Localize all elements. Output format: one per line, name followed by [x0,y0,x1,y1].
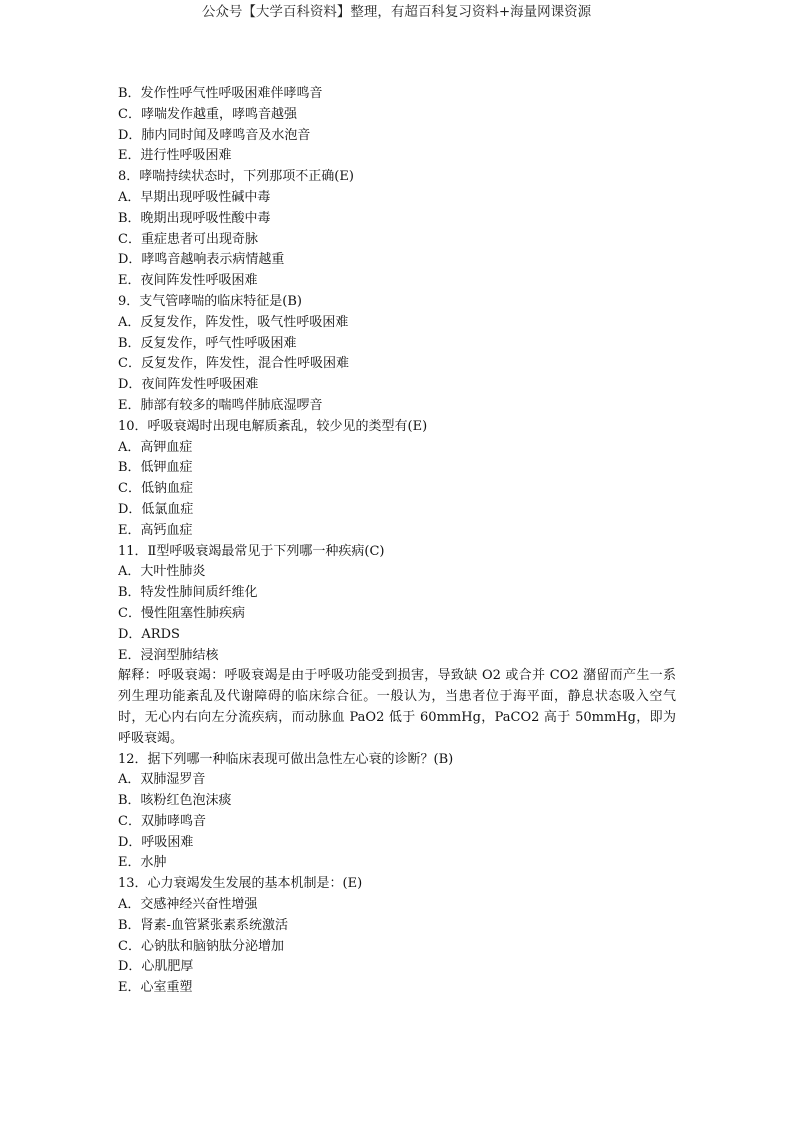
text-line: C．哮喘发作越重，哮鸣音越强 [118,106,297,122]
text-line: B．晚期出现呼吸性酸中毒 [118,210,271,226]
text-line: D．夜间阵发性呼吸困难 [118,377,259,393]
text-line: E．进行性呼吸困难 [118,148,232,164]
text-line: 13．心力衰竭发生发展的基本机制是：(E) [118,876,363,892]
text-line: A．反复发作，阵发性，吸气性呼吸困难 [118,314,349,330]
question-block-b [118,750,676,1000]
text-line: D．呼吸困难 [118,834,194,850]
text-line: A．交感神经兴奋性增强 [118,897,258,913]
text-line: A．大叶性肺炎 [118,564,206,580]
text-line: D．哮鸣音越响表示病情越重 [118,252,285,268]
text-line: E．心室重塑 [118,980,193,996]
text-line: B．反复发作，呼气性呼吸困难 [118,335,297,351]
text-line: 10．呼吸衰竭时出现电解质紊乱，较少见的类型有(E) [118,418,428,434]
text-line: E．水肿 [118,855,167,871]
question-block-a [118,84,676,666]
explanation-paragraph: 解释：呼吸衰竭：呼吸衰竭是由于呼吸功能受到损害，导致缺 O2 或合并 CO2 潴留而产生一系列生理功能紊乱及代谢障碍的临床综合征。一般认为，当患者位于海平面，静息状态吸入空气时，无心内右向左分流疾病，而动脉血 PaO2 低于 60mmHg，PaCO2 高于 50mmHg，即为呼吸衰竭。 [118,668,676,746]
text-line: D．心肌肥厚 [118,959,194,975]
text-line: A．双肺湿罗音 [118,772,206,788]
text-line: C．心钠肽和脑钠肽分泌增加 [118,938,284,954]
text-line: B．咳粉红色泡沫痰 [118,793,232,809]
text-line: E．浸润型肺结核 [118,647,219,663]
text-line: D．低氯血症 [118,501,194,517]
text-line: A．早期出现呼吸性碱中毒 [118,189,271,205]
text-line: C．低钠血症 [118,481,193,497]
text-line: D．ARDS [118,626,180,642]
text-line: A．高钾血症 [118,439,193,455]
text-line: B．发作性呼气性呼吸困难伴哮鸣音 [118,86,323,101]
text-line: C．重症患者可出现奇脉 [118,231,258,247]
text-line: D．肺内同时闻及哮鸣音及水泡音 [118,127,311,143]
text-line: C．慢性阻塞性肺疾病 [118,605,245,621]
text-line: C．双肺哮鸣音 [118,813,206,829]
text-line: E．高钙血症 [118,522,193,538]
text-line: B．肾素-血管紧张素系统激活 [118,917,288,933]
document-body [118,84,676,999]
text-line: 9．支气管哮喘的临床特征是(B) [118,293,302,309]
text-line: B．特发性肺间质纤维化 [118,585,258,601]
text-line: 8．哮喘持续状态时，下列那项不正确(E) [118,169,354,185]
text-line: E．肺部有较多的喘鸣伴肺底湿啰音 [118,397,323,413]
text-line: C．反复发作，阵发性，混合性呼吸困难 [118,356,349,372]
text-line: B．低钾血症 [118,460,193,476]
text-line: 11．Ⅱ型呼吸衰竭最常见于下列哪一种疾病(C) [118,543,385,559]
text-line: E．夜间阵发性呼吸困难 [118,273,258,289]
page-header: 公众号【大学百科资料】整理，有超百科复习资料+海量网课资源 [201,4,592,20]
text-line: 12．据下列哪一种临床表现可做出急性左心衰的诊断？(B) [118,751,454,767]
